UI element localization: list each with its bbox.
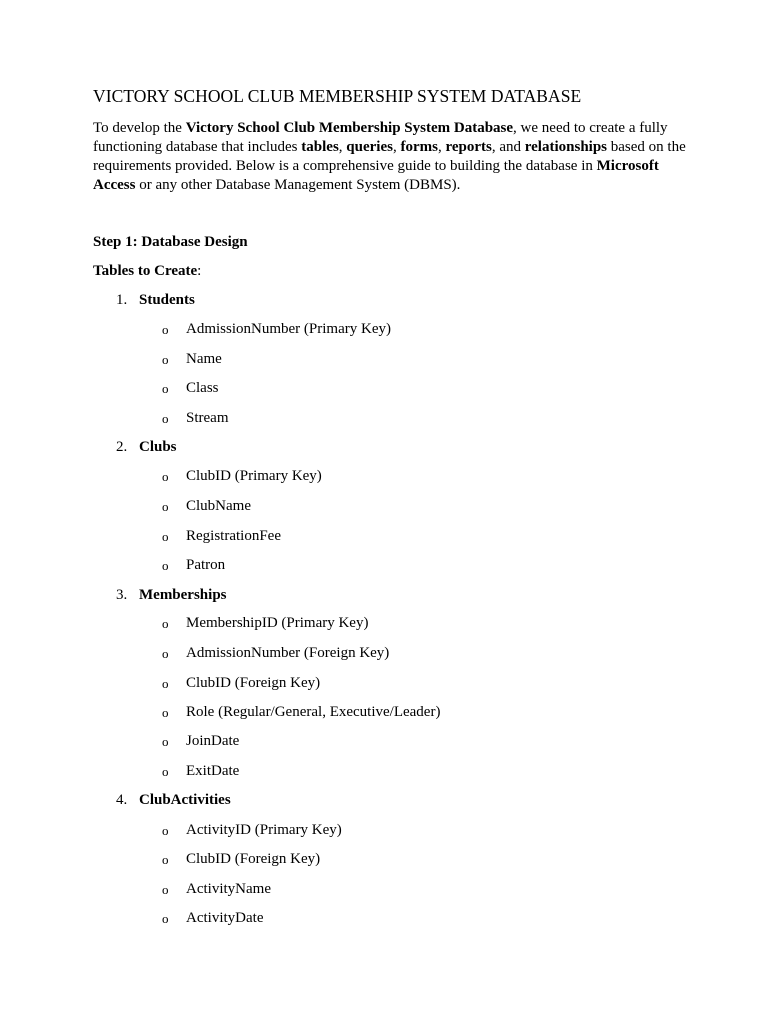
intro-bold-queries: queries [346,139,393,155]
intro-text: To develop the [93,120,186,136]
bullet-icon: o [162,469,169,484]
bullet-icon: o [162,734,169,749]
field-name: ClubName [186,498,251,514]
field-name: ActivityDate [186,910,264,926]
bullet-icon: o [162,764,169,779]
bullet-icon: o [162,882,169,897]
bullet-icon: o [162,823,169,838]
bullet-icon: o [162,381,169,396]
tables-to-create-label: Tables to Create [93,263,198,279]
field-name: RegistrationFee [186,528,281,544]
field-name: Name [186,351,222,367]
intro-text: based on the requirements provided. Below is a comprehensive guide to building the database in [93,139,686,174]
table-name: Students [139,292,195,308]
bullet-icon: o [162,705,169,720]
field-name: Patron [186,557,226,573]
bullet-icon: o [162,322,169,337]
tables-to-create-colon: : [197,263,202,279]
intro-bold-reports: reports [445,139,492,155]
bullet-icon: o [162,558,169,573]
document-title: VICTORY SCHOOL CLUB MEMBERSHIP SYSTEM DATABASE [93,86,582,106]
list-number: 2. [116,439,128,455]
intro-paragraph [93,119,693,195]
intro-bold-tables: tables [301,139,339,155]
bullet-icon: o [162,646,169,661]
intro-bold-relationships: relationships [524,139,608,155]
intro-bold-system-name: Victory School Club Membership System Database [185,120,514,136]
bullet-icon: o [162,616,169,631]
field-name: ClubID (Primary Key) [186,468,322,484]
field-name: JoinDate [186,733,240,749]
field-name: Stream [186,410,229,426]
table-name: Memberships [139,587,227,603]
intro-text: , we need to create a fully functioning database that includes [93,120,668,155]
intro-text: , and [491,139,525,155]
bullet-icon: o [162,411,169,426]
field-name: Role (Regular/General, Executive/Leader) [186,704,441,720]
field-name: AdmissionNumber (Foreign Key) [186,645,390,661]
field-name: ClubID (Foreign Key) [186,675,321,691]
bullet-icon: o [162,911,169,926]
intro-text: , [338,139,347,155]
table-name: ClubActivities [139,792,231,808]
field-name: ExitDate [186,763,240,779]
intro-text: , [392,139,401,155]
bullet-icon: o [162,529,169,544]
field-name: AdmissionNumber (Primary Key) [186,321,391,337]
intro-text: or any other Database Management System (DBMS). [135,177,461,193]
tables-to-create-heading [93,263,201,280]
table-name: Clubs [139,439,177,455]
field-name: Class [186,380,219,396]
bullet-icon: o [162,852,169,867]
bullet-icon: o [162,499,169,514]
list-number: 1. [116,292,128,308]
intro-text: , [437,139,446,155]
list-number: 4. [116,792,128,808]
bullet-icon: o [162,676,169,691]
field-name: ClubID (Foreign Key) [186,851,321,867]
field-name: ActivityID (Primary Key) [186,822,342,838]
step-1-heading: Step 1: Database Design [93,234,248,250]
intro-bold-forms: forms [400,139,438,155]
field-name: MembershipID (Primary Key) [186,615,369,631]
bullet-icon: o [162,352,169,367]
list-number: 3. [116,587,128,603]
field-name: ActivityName [186,881,271,897]
intro-bold-microsoft-access: Microsoft Access [93,158,659,193]
